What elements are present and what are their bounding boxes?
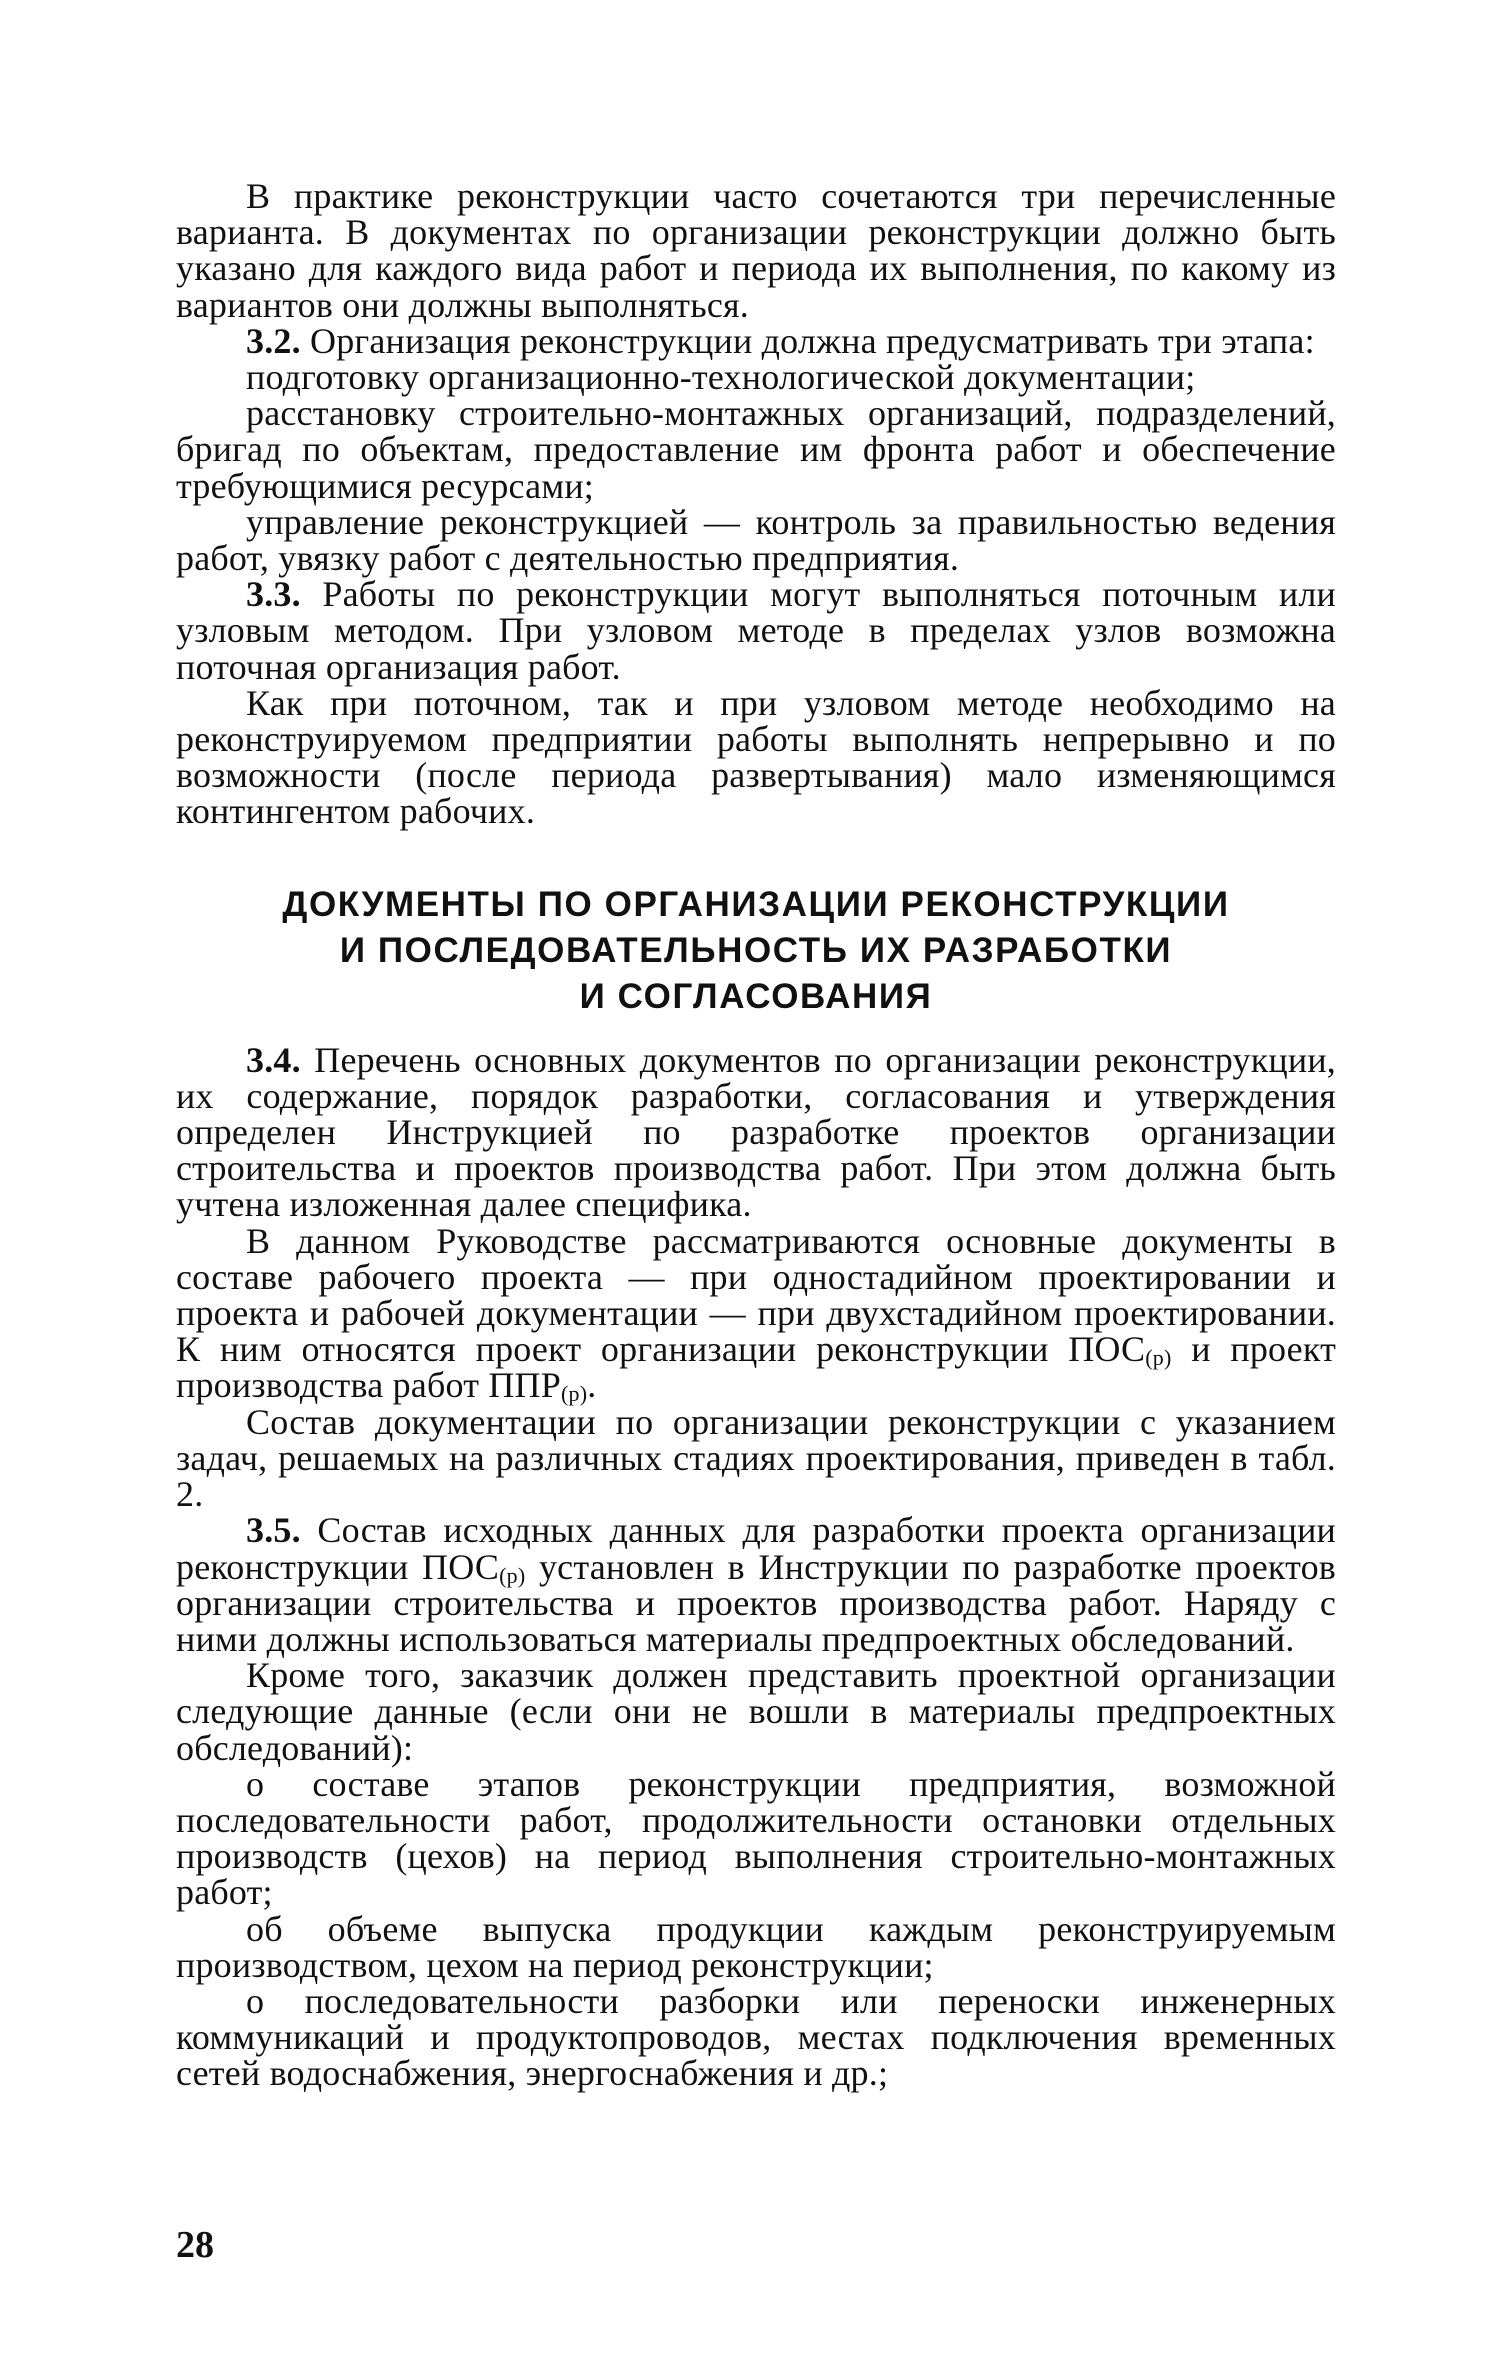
paragraph-customer-data: Кроме того, заказчик должен представить проектной организации следующие данные (если они не вошли в материалы предпроектных обследований): [176,1655,1336,1768]
section-heading-line-2: И ПОСЛЕДОВАТЕЛЬНОСТЬ ИХ РАЗРАБОТКИ [339,930,1173,970]
paragraph-text: . [587,1365,597,1406]
paragraph-text: Работы по реконструкции могут выполняться поточным или узловым методом. При узловом методе в пределах узлов возможна поточная организация работ. [176,574,1336,687]
list-item-output: об объеме выпуска продукции каждым реконструируемым производством, цехом на период реконструкции; [176,1908,1336,1985]
paragraph-variants: В практике реконструкции часто сочетаются три перечисленные варианта. В документах по организации реконструкции должно быть указано для каждого вида работ и периода их выполнения, по какому из вариантов они должны выполняться. [176,176,1336,325]
clause-number: 3.4. [246,1039,301,1080]
paragraph-3-5 [176,1512,1336,1657]
subscript-r: (р) [560,1381,588,1407]
list-item-placement: расстановку строительно-монтажных организаций, подразделений, бригад по объектам, предоставление им фронта работ и обеспечение требующимися ресурсами; [176,393,1336,506]
paragraph-text: Состав исходных данных для разработки проекта организации реконструкции ПОС [176,1510,1336,1587]
subscript-r: (р) [1145,1345,1172,1371]
clause-number: 3.5. [246,1510,301,1551]
paragraph-text: В данном Руководстве рассматриваются основные документы в составе рабочего проекта — при одностадийном проектировании и проекта и рабочей документации — при двухстадийном проектировании. К ним относятся проект организации реконструкции ПОС [176,1220,1336,1370]
paragraph-text: Организация реконструкции должна предусматривать три этапа: [300,320,1315,361]
paragraph-main-documents [176,1220,1336,1407]
paragraph-text: и проект производства работ ППР [176,1329,1336,1406]
clause-number: 3.3. [246,574,301,615]
section-heading-line-3: И СОГЛАСОВАНИЯ [579,976,933,1016]
clause-number: 3.2. [246,320,301,361]
paragraph-3-3 [176,576,1336,685]
section-heading [176,882,1336,1020]
list-item-management: управление реконструкцией — контроль за правильностью ведения работ, увязку работ с деятельностью предприятия. [176,501,1336,579]
paragraph-3-4 [176,1039,1336,1225]
paragraph-table-reference: Состав документации по организации реконструкции с указанием задач, решаемых на различных стадиях проектирования, приведен в табл. 2. [176,1401,1336,1515]
paragraph-methods: Как при поточном, так и при узловом методе необходимо на реконструируемом предприятии работы выполнять непрерывно и по возможности (после периода развертывания) мало изменяющимся контингентом рабочих. [176,682,1336,832]
list-item-stages: о составе этапов реконструкции предприятия, возможной последовательности работ, продолжительности остановки отдельных производств (цехов) на период выполнения строительно-монтажных работ; [176,1763,1336,1913]
paragraph-text: Перечень основных документов по организации реконструкции, их содержание, порядок разработки, согласования и утверждения определен Инструкцией по разработке проектов организации строительства и проектов производства работ. При этом должна быть учтена изложенная далее специфика. [176,1039,1336,1225]
page-number: 28 [176,2224,214,2266]
subscript-r: (р) [499,1562,526,1588]
paragraph-3-2 [176,320,1336,361]
section-heading-line-1: ДОКУМЕНТЫ ПО ОРГАНИЗАЦИИ РЕКОНСТРУКЦИИ [282,884,1230,924]
paragraph-text: установлен в Инструкции по разработке проектов организации строительства и проектов производства работ. Наряду с ними должны использоваться материалы предпроектных обследований. [176,1546,1337,1659]
document-page [176,178,1336,2198]
list-item-communications: о последовательности разборки или переноски инженерных коммуникаций и продуктопроводов, местах подключения временных сетей водоснабжения, энергоснабжения и др.; [176,1980,1336,2094]
list-item-documentation: подготовку организационно-технологической документации; [246,357,1196,398]
